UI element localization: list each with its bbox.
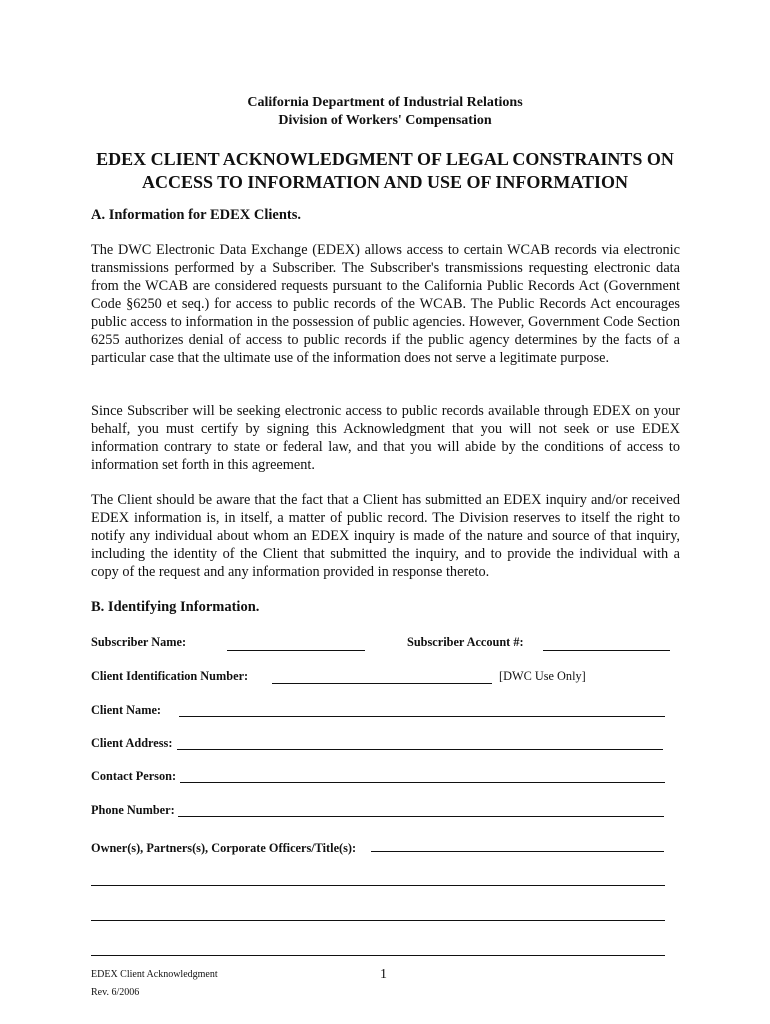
dwc-use-only-note: [DWC Use Only] — [499, 669, 586, 683]
owners-field-line-2[interactable] — [91, 885, 665, 886]
client-id-label: Client Identification Number: — [91, 669, 249, 683]
owners-label: Owner(s), Partners(s), Corporate Officers/Title(s): — [91, 841, 357, 855]
owners-field[interactable] — [371, 851, 664, 852]
phone-number-field[interactable] — [178, 816, 664, 817]
subscriber-name-field[interactable] — [227, 650, 365, 651]
client-name-field[interactable] — [179, 716, 665, 717]
client-name-label: Client Name: — [91, 703, 162, 717]
contact-person-label: Contact Person: — [91, 769, 177, 783]
footer-revision: Rev. 6/2006 — [91, 987, 140, 998]
division-name: Division of Workers' Compensation — [278, 113, 492, 128]
contact-person-field[interactable] — [180, 782, 665, 783]
subscriber-account-label: Subscriber Account #: — [407, 635, 524, 649]
footer-document-name: EDEX Client Acknowledgment — [91, 969, 218, 980]
client-id-field[interactable] — [272, 683, 492, 684]
subscriber-name-label: Subscriber Name: — [91, 635, 187, 649]
client-address-field[interactable] — [177, 749, 663, 750]
phone-number-label: Phone Number: — [91, 803, 175, 817]
paragraph-subscriber-certification: Since Subscriber will be seeking electronic access to public records available through EDEX on your behalf, you must certify by signing this Acknowledgment that you will not seek or use EDEX information contrary to state or federal law, and that you will abide by the conditions of access to information set forth in this agreement. — [91, 403, 680, 473]
paragraph-public-record-notice: The Client should be aware that the fact that a Client has submitted an EDEX inquiry and/or received EDEX information is, in itself, a matter of public record. The Division reserves to itself the right to notify any individual about whom an EDEX inquiry is made of the nature and source of that inquiry, including the identity of the Client that submitted the inquiry, and to provide the individual with a copy of the request and any information provided in response thereto. — [91, 492, 680, 580]
page-number: 1 — [380, 967, 387, 982]
subscriber-account-field[interactable] — [543, 650, 670, 651]
owners-field-line-4[interactable] — [91, 955, 665, 956]
section-a-heading: A. Information for EDEX Clients. — [91, 207, 301, 223]
owners-field-line-3[interactable] — [91, 920, 665, 921]
section-b-heading: B. Identifying Information. — [91, 599, 260, 615]
client-address-label: Client Address: — [91, 736, 173, 750]
paragraph-edex-overview: The DWC Electronic Data Exchange (EDEX) allows access to certain WCAB records via electronic transmissions performed by a Subscriber. The Subscriber's transmissions requesting electronic data from the WCAB are considered requests pursuant to the California Public Records Act (Government Code §6250 et seq.) for access to public records of the WCAB. The Public Records Act encourages public access to information in the possession of public agencies. However, Government Code Section 6255 authorizes denial of access to public records if the public agency determines by the facts of a particular case that the ultimate use of the information does not serve a legitimate purpose. — [91, 242, 680, 366]
department-name: California Department of Industrial Relations — [247, 95, 523, 110]
document-title: EDEX CLIENT ACKNOWLEDGMENT OF LEGAL CONSTRAINTS ON ACCESS TO INFORMATION AND USE OF INFORMATION — [96, 149, 674, 192]
